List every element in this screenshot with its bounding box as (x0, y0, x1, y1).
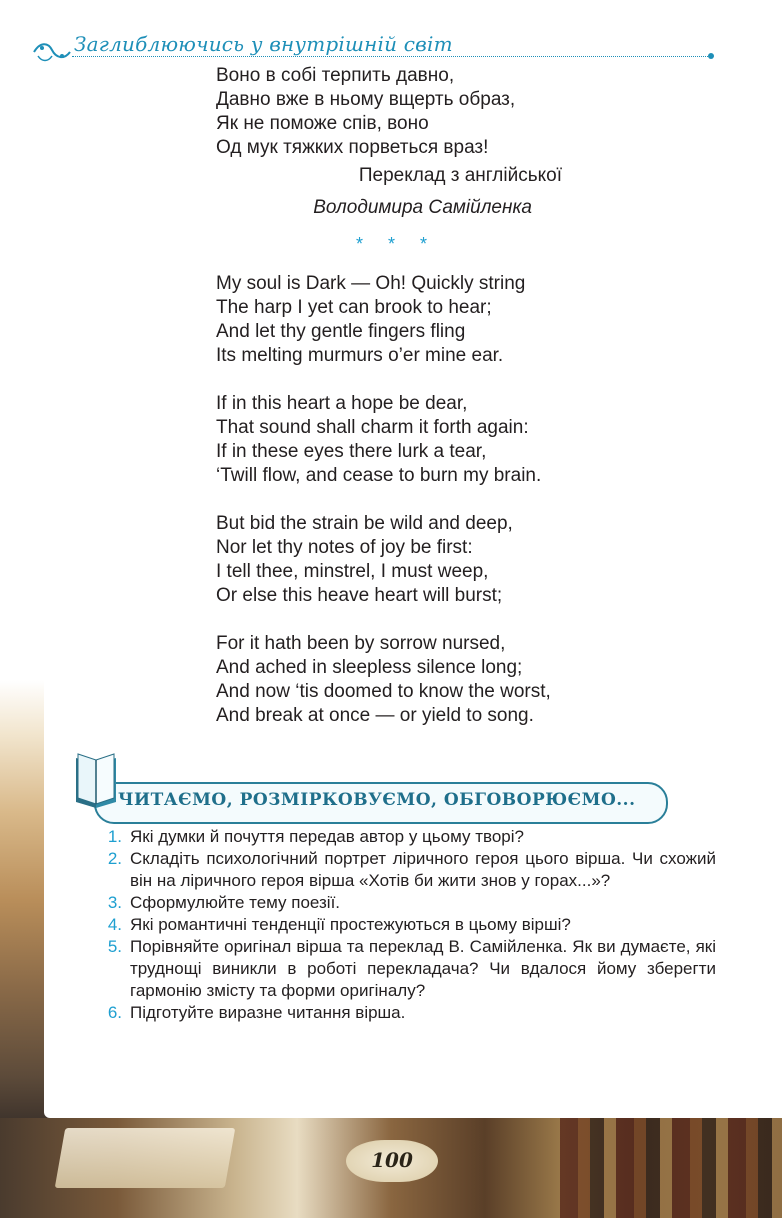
poem-line: Давно вже в ньому вщерть образ, (216, 89, 516, 110)
poem-line: If in these eyes there lurk a tear, (216, 441, 487, 462)
stanza-gap (216, 488, 551, 512)
question-item (100, 1002, 716, 1024)
poem-line: My soul is Dark — Oh! Quickly string (216, 273, 526, 294)
poem-line: Воно в собі терпить давно, (216, 65, 455, 86)
question-text: Складіть психологічний портрет ліричного героя цього вірша. Чи схожий він на ліричного героя вірша «Хотів би жити знов у горах...»? (130, 849, 716, 890)
page-number: 100 (371, 1148, 413, 1172)
header-rule (72, 56, 712, 57)
english-poem (216, 272, 551, 728)
poem-line: Nor let thy notes of joy be first: (216, 537, 473, 558)
question-number: 1. (107, 827, 122, 846)
translation-credit-line: Переклад з англійської (358, 165, 562, 186)
question-item (100, 826, 716, 848)
question-number: 5. (107, 937, 122, 956)
question-item (100, 914, 716, 936)
poem-line: But bid the strain be wild and deep, (216, 513, 513, 534)
question-number: 4. (107, 915, 122, 934)
poem-line: Its melting murmurs o’er mine ear. (216, 345, 504, 366)
poem-line: That sound shall charm it forth again: (216, 417, 529, 438)
poem-line: Or else this heave heart will burst; (216, 585, 503, 606)
question-number: 6. (107, 1003, 122, 1022)
question-number: 2. (107, 849, 122, 868)
poem-line: And break at once — or yield to song. (216, 705, 534, 726)
poem-line: ‘Twill flow, and cease to burn my brain. (216, 465, 542, 486)
poem-line: The harp I yet can brook to hear; (216, 297, 492, 318)
stanza-gap (216, 368, 551, 392)
question-text: Які романтичні тенденції простежуються в цьому вірші? (130, 915, 571, 934)
ukrainian-poem (216, 64, 515, 160)
question-item (100, 936, 716, 1002)
open-book-icon (74, 752, 118, 808)
poem-line: For it hath been by sorrow nursed, (216, 633, 506, 654)
poem-line: And ached in sleepless silence long; (216, 657, 523, 678)
running-header-title: Заглиблюючись у внутрішній світ (74, 32, 453, 56)
poem-line: Од мук тяжких порветься враз! (216, 137, 489, 158)
section-title: ЧИТАЄМО, РОЗМІРКОВУЄМО, ОБГОВОРЮЄМО... (118, 790, 636, 810)
question-text: Підготуйте виразне читання вірша. (130, 1003, 406, 1022)
stanza-separator: * * * (356, 234, 438, 254)
flourish-icon (32, 38, 72, 66)
question-text: Які думки й почуття передав автор у цьому творі? (130, 827, 524, 846)
translator-name: Володимира Самійленка (313, 197, 532, 218)
question-item (100, 892, 716, 914)
poem-line: I tell thee, minstrel, I must weep, (216, 561, 489, 582)
poem-line: And now ‘tis doomed to know the worst, (216, 681, 551, 702)
question-number: 3. (107, 893, 122, 912)
poem-line: Як не поможе спів, воно (216, 113, 429, 134)
header-rule-dot (708, 53, 714, 59)
question-item (100, 848, 716, 892)
stanza-gap (216, 608, 551, 632)
poem-line: If in this heart a hope be dear, (216, 393, 468, 414)
poem-line: And let thy gentle fingers fling (216, 321, 466, 342)
question-text: Порівняйте оригінал вірша та переклад В. Самійленка. Як ви думаєте, які труднощі виникли в роботі перекладача? Чи вдалося йому зберегти гармонію змісту та форми оригіналу? (130, 937, 716, 1000)
question-list (100, 826, 716, 1024)
question-text: Сформулюйте тему поезії. (130, 893, 341, 912)
